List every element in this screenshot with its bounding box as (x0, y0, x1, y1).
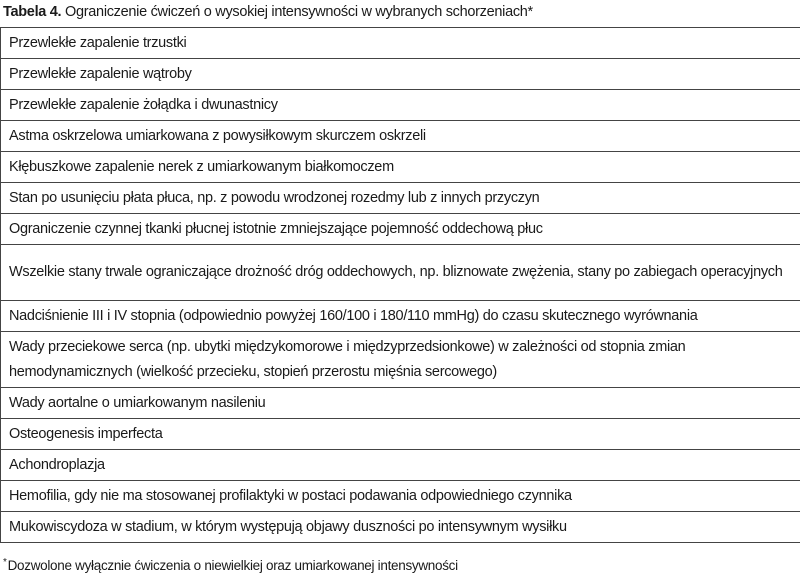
table-cell: Astma oskrzelowa umiarkowana z powysiłkowym skurczem oskrzeli (1, 121, 800, 152)
table-cell: Przewlekłe zapalenie żołądka i dwunastnicy (1, 90, 800, 121)
footnote (3, 558, 458, 573)
table-cell: Hemofilia, gdy nie ma stosowanej profilaktyki w postaci podawania odpowiedniego czynnika (1, 481, 800, 512)
table-row (1, 512, 800, 543)
table-title: Ograniczenie ćwiczeń o wysokiej intensywności w wybranych schorzeniach* (65, 4, 533, 20)
table-cell: Przewlekłe zapalenie trzustki (1, 28, 800, 59)
table-row (1, 301, 800, 332)
table-row (1, 450, 800, 481)
table-row (1, 214, 800, 245)
table-cell: Przewlekłe zapalenie wątroby (1, 59, 800, 90)
table-row (1, 152, 800, 183)
table-caption (3, 4, 533, 20)
table-row (1, 419, 800, 450)
table-cell: Wady przeciekowe serca (np. ubytki międzykomorowe i międzyprzedsionkowe) w zależności od stopnia zmian hemodynamicznych (wielkość przecieku, stopień przerostu mięśnia sercowego) (1, 332, 800, 388)
table-cell: Kłębuszkowe zapalenie nerek z umiarkowanym białkomoczem (1, 152, 800, 183)
table-row (1, 183, 800, 214)
table-label: Tabela 4. (3, 4, 62, 20)
table-row (1, 332, 800, 388)
table-cell: Nadciśnienie III i IV stopnia (odpowiednio powyżej 160/100 i 180/110 mmHg) do czasu skutecznego wyrównania (1, 301, 800, 332)
table-row (1, 481, 800, 512)
table-cell: Wady aortalne o umiarkowanym nasileniu (1, 388, 800, 419)
table-cell: Ograniczenie czynnej tkanki płucnej istotnie zmniejszające pojemność oddechową płuc (1, 214, 800, 245)
table-cell: Stan po usunięciu płata płuca, np. z powodu wrodzonej rozedmy lub z innych przyczyn (1, 183, 800, 214)
table-cell: Osteogenesis imperfecta (1, 419, 800, 450)
table-cell: Wszelkie stany trwale ograniczające drożność dróg oddechowych, np. bliznowate zwężenia, stany po zabiegach operacyjnych (1, 245, 800, 301)
table-row (1, 245, 800, 301)
table-row (1, 121, 800, 152)
table-row (1, 59, 800, 90)
table-cell: Mukowiscydoza w stadium, w którym występują objawy duszności po intensywnym wysiłku (1, 512, 800, 543)
footnote-marker: * (3, 557, 7, 568)
table-row (1, 28, 800, 59)
table-row (1, 90, 800, 121)
table-cell: Achondroplazja (1, 450, 800, 481)
footnote-text: Dozwolone wyłącznie ćwiczenia o niewielkiej oraz umiarkowanej intensywności (7, 558, 458, 573)
conditions-table (0, 27, 800, 543)
table-row (1, 388, 800, 419)
